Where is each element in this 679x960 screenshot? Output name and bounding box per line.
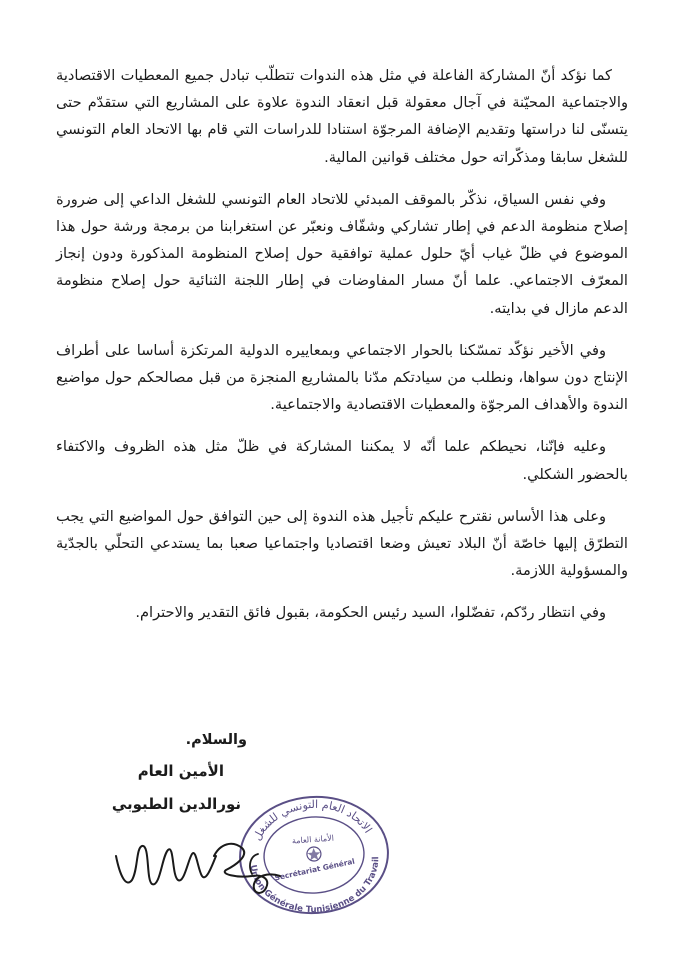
paragraph-subsidy-reform: وفي نفس السياق، نذكّر بالموقف المبدئي للاتحاد العام التونسي للشغل الداعي إلى ضرورة إصلاح منظومة الدعم في إطار تشاركي وشفّاف ونعبّر عن استغرابنا من برمجة ورشة حول هذا الموضوع في ظلّ غياب أيّ حلول عملية توافقية حول إصلاح المنظومة المذكورة ودون إنجاز المعرّف الاجتماعي. علما أنّ مسار المفاوضات في إطار اللجنة الثنائية حول إصلاح منظومة الدعم مازال في بدايته.: [56, 190, 628, 317]
signature-flourish: [214, 844, 280, 893]
handwritten-signature: [102, 826, 292, 901]
paragraph-participation: كما نؤكد أنّ المشاركة الفاعلة في مثل هذه الندوات تتطلّب تبادل جميع المعطيات الاقتصادية والاجتماعية المحيّنة في آجال معقولة قبل انعقاد الندوة علاوة على المشاريع التي ستقدّم حتى يتسنّى لنا دراستها وتقديم الإضافة المرجوّة استنادا للدراسات التي قام بها الاتحاد العام التونسي للشغل سابقا ومذكّراته حول مختلف قوانين المالية.: [56, 67, 628, 166]
paragraph-salutation: وفي انتظار ردّكم، تفضّلوا، السيد رئيس الحكومة، بقبول فائق التقدير والاحترام.: [135, 604, 606, 622]
stamp-arabic-arc: الاتحاد العام التونسي للشغل: [250, 797, 375, 843]
signature-stroke: [116, 846, 216, 884]
signatory-name: نورالدين الطبوبي: [111, 795, 241, 813]
signature-tail: [250, 854, 258, 874]
paragraph-non-participation: وعليه فإنّنا، نحيطكم علما أنّه لا يمكننا المشاركة في ظلّ مثل هذه الظروف والاكتفاء بالحضور الشكلي.: [56, 438, 628, 483]
stamp-french-center: Secrétariat Général: [273, 856, 356, 883]
letter-body: [56, 62, 628, 642]
paragraph-social-dialogue: وفي الأخير نؤكّد تمسّكنا بالحوار الاجتماعي وبمعاييره الدولية المرتكزة أساسا على أطراف الإنتاج دون سواها، ونطلب من سيادتكم مدّنا بالمشاريع المنجزة من قبل مصالحكم حول مواضيع الندوة والأهداف المرجوّة والمعطيات الاقتصادية والاجتماعية.: [56, 341, 628, 414]
stamp-french-arc: Union Générale Tunisienne du Travail: [247, 856, 382, 916]
stamp-arabic-center: الأمانة العامة: [291, 833, 335, 846]
paragraph-postponement: وعلى هذا الأساس نقترح عليكم تأجيل هذه الندوة إلى حين التوافق حول المواضيع التي يجب التطرّق إليها خاصّة أنّ البلاد تعيش وضعا اقتصاديا واجتماعيا صعبا بما يستدعي التحلّي بالجدّية والمسؤولية اللازمة.: [56, 507, 628, 580]
signatory-title: الأمين العام: [137, 762, 224, 780]
closing-greeting: والسلام.: [185, 732, 247, 748]
